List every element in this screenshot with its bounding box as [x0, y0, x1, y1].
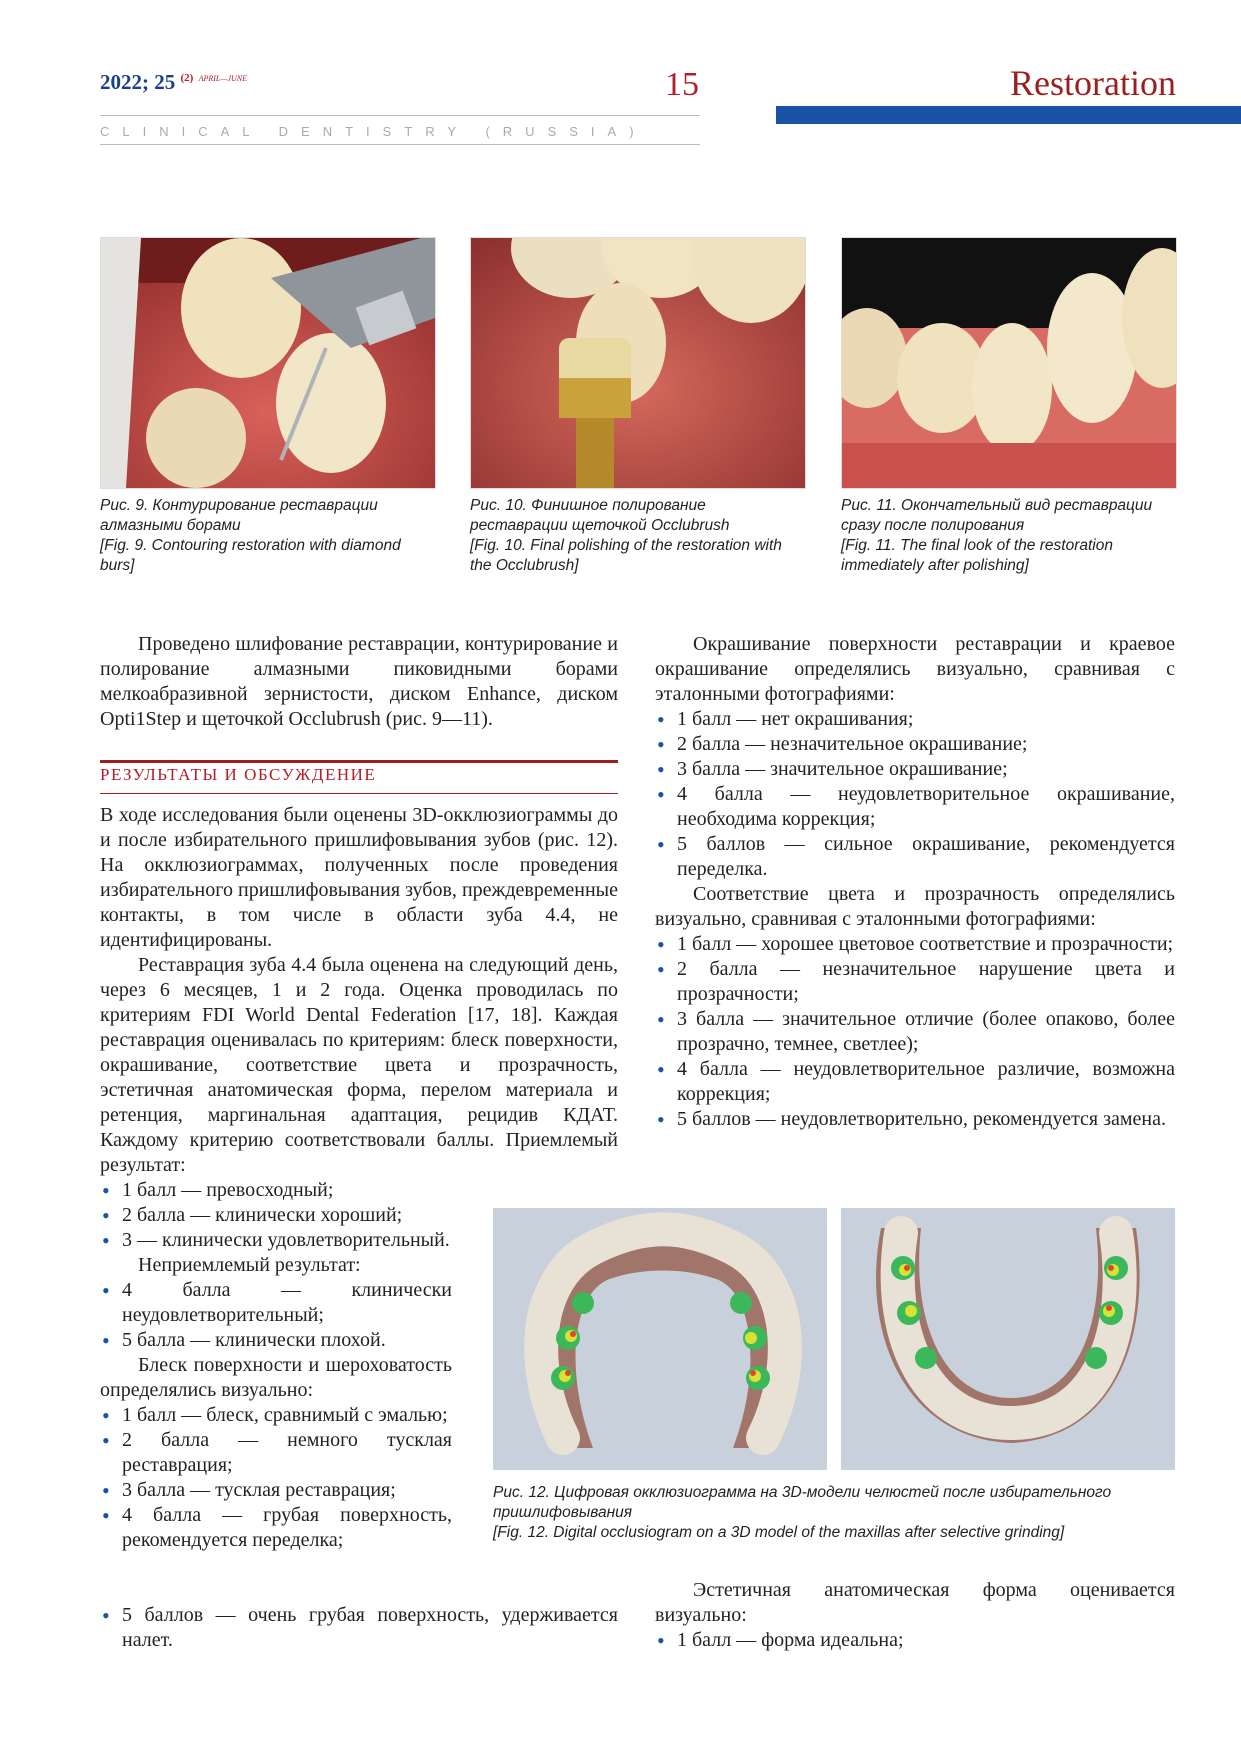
list-item: • 5 балла — клинически плохой.	[100, 1328, 452, 1353]
caption-ru: Рис. 9. Контурирование реставрации алмазными борами	[100, 497, 378, 534]
right-column-text	[655, 632, 1175, 1132]
list-item: • 4 балла — грубая поверхность, рекомендуется переделка;	[100, 1503, 452, 1553]
issue-part: (2)	[180, 72, 194, 84]
figure-10-photo	[470, 237, 806, 489]
list-item: • 3 балла — значительное окрашивание;	[655, 757, 1175, 782]
section-bar	[776, 106, 1241, 124]
list-item: • 2 балла — незначительное окрашивание;	[655, 732, 1175, 757]
list-item: • 1 балл — блеск, сравнимый с эмалью;	[100, 1403, 452, 1428]
figure-9-caption	[100, 496, 434, 576]
list-item: • 3 балла — тусклая реставрация;	[100, 1478, 452, 1503]
section-rule-top	[100, 760, 618, 763]
list-item: • 2 балла — незначительное нарушение цвета и прозрачности;	[655, 957, 1175, 1007]
results-text-narrow	[100, 1228, 452, 1553]
paragraph: Реставрация зуба 4.4 была оценена на следующий день, через 6 месяцев, 1 и 2 года. Оценка проводилась по критериям FDI World Dental Federation [17, 18]. Каждая реставрация оценивалась по критериям: блеск поверхности, окрашивание, соответствие цвета и прозрачность, эстетичная анатомическая форма, перелом материала и ретенция, маргинальная адаптация, рецидив КДАТ. Каждому критерию соответствовали баллы. Приемлемый результат:	[100, 954, 618, 1176]
paragraph: Соответствие цвета и прозрачность определялись визуально, сравнивая с эталонными фотографиями:	[655, 883, 1175, 930]
list-item: • 3 — клинически удовлетворительный.	[100, 1228, 452, 1253]
section-rule-bottom	[100, 793, 618, 794]
intro-paragraph	[100, 632, 618, 732]
list-item: • 1 балл — форма идеальна;	[655, 1628, 1175, 1653]
figure-12-upper-jaw	[493, 1208, 827, 1470]
page-number: 15	[665, 66, 699, 103]
journal-name: CLINICAL DENTISTRY (RUSSIA)	[100, 124, 647, 139]
list-item: • 5 баллов — сильное окрашивание, рекомендуется переделка.	[655, 832, 1175, 882]
caption-ru: Рис. 10. Финишное полирование реставрации щеточкой Occlubrush	[470, 497, 730, 534]
section-title: Restoration	[1010, 63, 1176, 103]
list-item: • 2 балла — немного тусклая реставрация;	[100, 1428, 452, 1478]
caption-en: [Fig. 11. The final look of the restoration immediately after polishing]	[841, 537, 1113, 574]
list-item: • 2 балла — клинически хороший;	[100, 1203, 618, 1228]
intro-text: Проведено шлифование реставрации, контурирование и полирование алмазными пиковидными борами мелкоабразивной зернистости, диском Enhance, диском Opti1Step и щеточкой Occlubrush (рис. 9—11).	[100, 633, 618, 730]
results-heading: РЕЗУЛЬТАТЫ И ОБСУЖДЕНИЕ	[100, 765, 377, 784]
list-item: • 4 балла — неудовлетворительное различие, возможна коррекция;	[655, 1057, 1175, 1107]
paragraph: Эстетичная анатомическая форма оценивается визуально:	[655, 1579, 1175, 1626]
caption-en: [Fig. 10. Final polishing of the restoration with the Occlubrush]	[470, 537, 782, 574]
list-item: • 3 балла — значительное отличие (более опаково, более прозрачно, темнее, светлее);	[655, 1007, 1175, 1057]
list-item: • 1 балл — нет окрашивания;	[655, 707, 1175, 732]
header-rule-bottom	[100, 144, 700, 145]
list-item: • 5 баллов — очень грубая поверхность, удерживается налет.	[100, 1603, 618, 1653]
issue-number: 2022; 25	[100, 70, 176, 94]
caption-en: [Fig. 9. Contouring restoration with diamond burs]	[100, 537, 401, 574]
list-item: • 1 балл — хорошее цветовое соответствие и прозрачности;	[655, 932, 1175, 957]
figure-11-photo	[841, 237, 1177, 489]
paragraph: Неприемлемый результат:	[138, 1254, 361, 1276]
list-item: • 5 баллов — неудовлетворительно, рекомендуется замена.	[655, 1107, 1175, 1132]
issue-months: APRIL—JUNE	[198, 74, 248, 83]
caption-en: [Fig. 12. Digital occlusiogram on a 3D model of the maxillas after selective grinding]	[493, 1524, 1065, 1541]
paragraph: Блеск поверхности и шероховатость определялись визуально:	[100, 1354, 452, 1401]
paragraph: Окрашивание поверхности реставрации и краевое окрашивание определялись визуально, сравнивая с эталонными фотографиями:	[655, 633, 1175, 705]
list-item: • 1 балл — превосходный;	[100, 1178, 618, 1203]
issue-info	[100, 70, 247, 95]
caption-ru: Рис. 11. Окончательный вид реставрации сразу после полирования	[841, 497, 1153, 534]
paragraph: В ходе исследования были оценены 3D-окклюзиограммы до и после избирательного пришлифовывания зубов (рис. 12). На окклюзиограммах, полученных после проведения избирательного пришлифовывания зубов, преждевременные контакты, в том числе в области зуба 4.4, не идентифицированы.	[100, 804, 618, 951]
results-text-bottom	[100, 1603, 618, 1653]
list-item: • 4 балла — неудовлетворительное окрашивание, необходима коррекция;	[655, 782, 1175, 832]
figure-9-photo	[100, 237, 436, 489]
figure-11-caption	[841, 496, 1175, 576]
figure-10-caption	[470, 496, 804, 576]
list-item: • 4 балла — клинически неудовлетворительный;	[100, 1278, 452, 1328]
results-text-wide	[100, 803, 618, 1228]
caption-ru: Рис. 12. Цифровая окклюзиограмма на 3D-модели челюстей после избирательного пришлифовывания	[493, 1484, 1112, 1521]
right-column-bottom	[655, 1578, 1175, 1653]
figure-12-lower-jaw	[841, 1208, 1175, 1470]
figure-12-caption	[493, 1483, 1175, 1543]
header-rule-top	[100, 115, 700, 116]
